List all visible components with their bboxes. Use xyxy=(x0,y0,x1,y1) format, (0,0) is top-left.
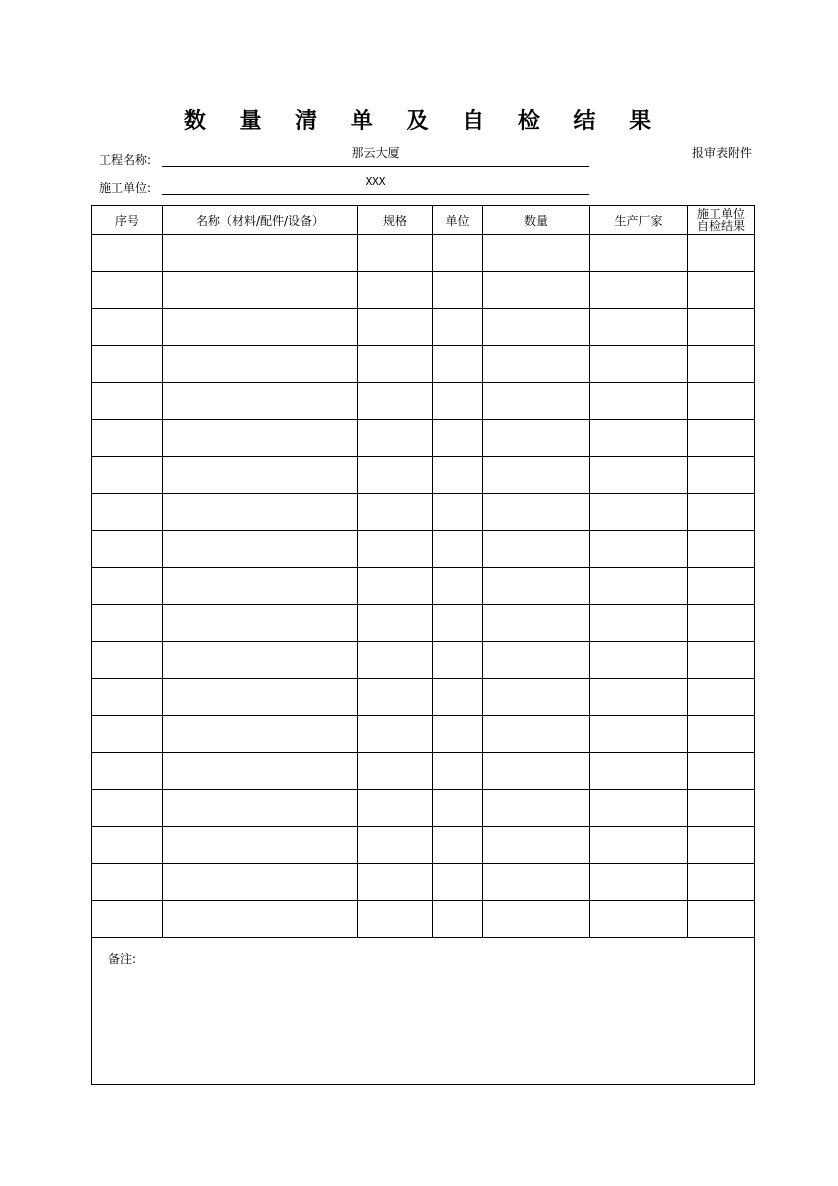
table-row xyxy=(92,753,755,790)
cell-unit[interactable] xyxy=(433,235,483,272)
cell-specification[interactable] xyxy=(358,457,433,494)
cell-manufacturer[interactable] xyxy=(590,420,688,457)
cell-quantity[interactable] xyxy=(483,383,590,420)
cell-quantity[interactable] xyxy=(483,679,590,716)
cell-specification[interactable] xyxy=(358,716,433,753)
notes-row xyxy=(92,938,755,1085)
cell-specification[interactable] xyxy=(358,568,433,605)
cell-unit[interactable] xyxy=(433,346,483,383)
table-row xyxy=(92,716,755,753)
cell-quantity[interactable] xyxy=(483,235,590,272)
cell-unit[interactable] xyxy=(433,753,483,790)
contractor-field[interactable]: XXX xyxy=(365,175,386,188)
cell-serial-no[interactable] xyxy=(92,383,163,420)
cell-specification[interactable] xyxy=(358,642,433,679)
table-row xyxy=(92,457,755,494)
cell-unit[interactable] xyxy=(433,716,483,753)
cell-manufacturer[interactable] xyxy=(590,790,688,827)
cell-manufacturer[interactable] xyxy=(590,716,688,753)
cell-unit[interactable] xyxy=(433,679,483,716)
cell-item-name[interactable] xyxy=(163,790,358,827)
cell-manufacturer[interactable] xyxy=(590,531,688,568)
cell-specification[interactable] xyxy=(358,309,433,346)
cell-item-name[interactable] xyxy=(163,494,358,531)
cell-quantity[interactable] xyxy=(483,309,590,346)
project-name-label: 工程名称: xyxy=(99,153,152,167)
table-header-row xyxy=(92,206,755,235)
cell-manufacturer[interactable] xyxy=(590,235,688,272)
notes-cell[interactable] xyxy=(92,938,755,1085)
cell-item-name[interactable] xyxy=(163,568,358,605)
cell-serial-no[interactable] xyxy=(92,716,163,753)
cell-unit[interactable] xyxy=(433,457,483,494)
cell-self-check-result[interactable] xyxy=(688,642,755,679)
cell-specification[interactable] xyxy=(358,864,433,901)
cell-self-check-result[interactable] xyxy=(688,531,755,568)
page-title: 数 量 清 单 及 自 检 结 果 xyxy=(183,108,665,134)
cell-specification[interactable] xyxy=(358,235,433,272)
header-self-check-result xyxy=(688,206,755,235)
cell-serial-no[interactable] xyxy=(92,346,163,383)
cell-specification[interactable] xyxy=(358,753,433,790)
cell-self-check-result[interactable] xyxy=(688,716,755,753)
cell-self-check-result[interactable] xyxy=(688,605,755,642)
cell-manufacturer[interactable] xyxy=(590,679,688,716)
table-row xyxy=(92,531,755,568)
cell-item-name[interactable] xyxy=(163,346,358,383)
cell-self-check-result[interactable] xyxy=(688,272,755,309)
cell-quantity[interactable] xyxy=(483,494,590,531)
cell-manufacturer[interactable] xyxy=(590,457,688,494)
header-self-check-line2: 自检结果 xyxy=(696,219,745,233)
header-self-check-line1: 施工单位 xyxy=(696,207,745,221)
cell-manufacturer[interactable] xyxy=(590,568,688,605)
cell-self-check-result[interactable] xyxy=(688,346,755,383)
cell-quantity[interactable] xyxy=(483,753,590,790)
cell-unit[interactable] xyxy=(433,605,483,642)
cell-quantity[interactable] xyxy=(483,531,590,568)
cell-quantity[interactable] xyxy=(483,790,590,827)
cell-specification[interactable] xyxy=(358,531,433,568)
cell-self-check-result[interactable] xyxy=(688,457,755,494)
cell-quantity[interactable] xyxy=(483,420,590,457)
header-manufacturer: 生产厂家 xyxy=(590,206,688,235)
attachment-label: 报审表附件 xyxy=(692,146,753,160)
cell-serial-no[interactable] xyxy=(92,901,163,938)
cell-serial-no[interactable] xyxy=(92,531,163,568)
cell-serial-no[interactable] xyxy=(92,457,163,494)
cell-specification[interactable] xyxy=(358,679,433,716)
cell-unit[interactable] xyxy=(433,901,483,938)
table-row xyxy=(92,679,755,716)
cell-serial-no[interactable] xyxy=(92,827,163,864)
cell-self-check-result[interactable] xyxy=(688,679,755,716)
table-row xyxy=(92,827,755,864)
cell-self-check-result[interactable] xyxy=(688,901,755,938)
table-row xyxy=(92,605,755,642)
cell-self-check-result[interactable] xyxy=(688,568,755,605)
header-serial-no: 序号 xyxy=(92,206,163,235)
cell-quantity[interactable] xyxy=(483,605,590,642)
cell-unit[interactable] xyxy=(433,272,483,309)
cell-self-check-result[interactable] xyxy=(688,235,755,272)
cell-manufacturer[interactable] xyxy=(590,383,688,420)
cell-serial-no[interactable] xyxy=(92,605,163,642)
cell-item-name[interactable] xyxy=(163,753,358,790)
header-quantity: 数量 xyxy=(483,206,590,235)
cell-manufacturer[interactable] xyxy=(590,901,688,938)
cell-specification[interactable] xyxy=(358,346,433,383)
cell-serial-no[interactable] xyxy=(92,494,163,531)
cell-quantity[interactable] xyxy=(483,827,590,864)
table-row xyxy=(92,309,755,346)
cell-item-name[interactable] xyxy=(163,383,358,420)
project-name-field[interactable]: 那云大厦 xyxy=(351,146,400,160)
cell-serial-no[interactable] xyxy=(92,568,163,605)
cell-unit[interactable] xyxy=(433,531,483,568)
cell-manufacturer[interactable] xyxy=(590,605,688,642)
cell-unit[interactable] xyxy=(433,827,483,864)
cell-quantity[interactable] xyxy=(483,568,590,605)
cell-unit[interactable] xyxy=(433,309,483,346)
cell-item-name[interactable] xyxy=(163,457,358,494)
cell-serial-no[interactable] xyxy=(92,864,163,901)
cell-quantity[interactable] xyxy=(483,716,590,753)
cell-item-name[interactable] xyxy=(163,531,358,568)
cell-item-name[interactable] xyxy=(163,272,358,309)
table-row xyxy=(92,790,755,827)
cell-specification[interactable] xyxy=(358,605,433,642)
header-unit: 单位 xyxy=(433,206,483,235)
table-row xyxy=(92,494,755,531)
table-row xyxy=(92,383,755,420)
cell-self-check-result[interactable] xyxy=(688,383,755,420)
header-specification: 规格 xyxy=(358,206,433,235)
cell-specification[interactable] xyxy=(358,901,433,938)
cell-manufacturer[interactable] xyxy=(590,309,688,346)
cell-serial-no[interactable] xyxy=(92,272,163,309)
table-row xyxy=(92,642,755,679)
cell-serial-no[interactable] xyxy=(92,235,163,272)
cell-self-check-result[interactable] xyxy=(688,790,755,827)
project-name-underline xyxy=(162,166,589,167)
cell-manufacturer[interactable] xyxy=(590,864,688,901)
contractor-underline xyxy=(162,194,589,195)
table-row xyxy=(92,235,755,272)
cell-unit[interactable] xyxy=(433,568,483,605)
cell-quantity[interactable] xyxy=(483,642,590,679)
cell-specification[interactable] xyxy=(358,494,433,531)
cell-item-name[interactable] xyxy=(163,309,358,346)
table-row xyxy=(92,346,755,383)
cell-serial-no[interactable] xyxy=(92,309,163,346)
quantity-checklist-table xyxy=(91,205,755,1085)
cell-unit[interactable] xyxy=(433,790,483,827)
cell-specification[interactable] xyxy=(358,420,433,457)
table-row xyxy=(92,864,755,901)
cell-self-check-result[interactable] xyxy=(688,827,755,864)
cell-item-name[interactable] xyxy=(163,642,358,679)
cell-manufacturer[interactable] xyxy=(590,827,688,864)
cell-quantity[interactable] xyxy=(483,457,590,494)
cell-item-name[interactable] xyxy=(163,605,358,642)
cell-serial-no[interactable] xyxy=(92,790,163,827)
cell-self-check-result[interactable] xyxy=(688,420,755,457)
cell-specification[interactable] xyxy=(358,272,433,309)
cell-item-name[interactable] xyxy=(163,235,358,272)
cell-serial-no[interactable] xyxy=(92,420,163,457)
notes-label: 备注: xyxy=(108,952,137,966)
cell-manufacturer[interactable] xyxy=(590,642,688,679)
cell-specification[interactable] xyxy=(358,827,433,864)
table-row xyxy=(92,568,755,605)
cell-quantity[interactable] xyxy=(483,272,590,309)
cell-self-check-result[interactable] xyxy=(688,494,755,531)
cell-item-name[interactable] xyxy=(163,420,358,457)
cell-manufacturer[interactable] xyxy=(590,494,688,531)
cell-item-name[interactable] xyxy=(163,864,358,901)
cell-quantity[interactable] xyxy=(483,346,590,383)
cell-specification[interactable] xyxy=(358,790,433,827)
cell-self-check-result[interactable] xyxy=(688,309,755,346)
cell-quantity[interactable] xyxy=(483,864,590,901)
header-item-name: 名称（材料/配件/设备） xyxy=(163,206,358,235)
table-row xyxy=(92,272,755,309)
cell-item-name[interactable] xyxy=(163,679,358,716)
cell-item-name[interactable] xyxy=(163,716,358,753)
table-row xyxy=(92,901,755,938)
cell-manufacturer[interactable] xyxy=(590,753,688,790)
cell-unit[interactable] xyxy=(433,383,483,420)
cell-unit[interactable] xyxy=(433,420,483,457)
cell-quantity[interactable] xyxy=(483,901,590,938)
contractor-label: 施工单位: xyxy=(99,181,152,195)
cell-self-check-result[interactable] xyxy=(688,753,755,790)
cell-manufacturer[interactable] xyxy=(590,346,688,383)
cell-unit[interactable] xyxy=(433,642,483,679)
cell-item-name[interactable] xyxy=(163,901,358,938)
cell-unit[interactable] xyxy=(433,494,483,531)
cell-unit[interactable] xyxy=(433,864,483,901)
cell-serial-no[interactable] xyxy=(92,642,163,679)
table-row xyxy=(92,420,755,457)
cell-item-name[interactable] xyxy=(163,827,358,864)
cell-serial-no[interactable] xyxy=(92,679,163,716)
cell-self-check-result[interactable] xyxy=(688,864,755,901)
cell-serial-no[interactable] xyxy=(92,753,163,790)
cell-specification[interactable] xyxy=(358,383,433,420)
cell-manufacturer[interactable] xyxy=(590,272,688,309)
